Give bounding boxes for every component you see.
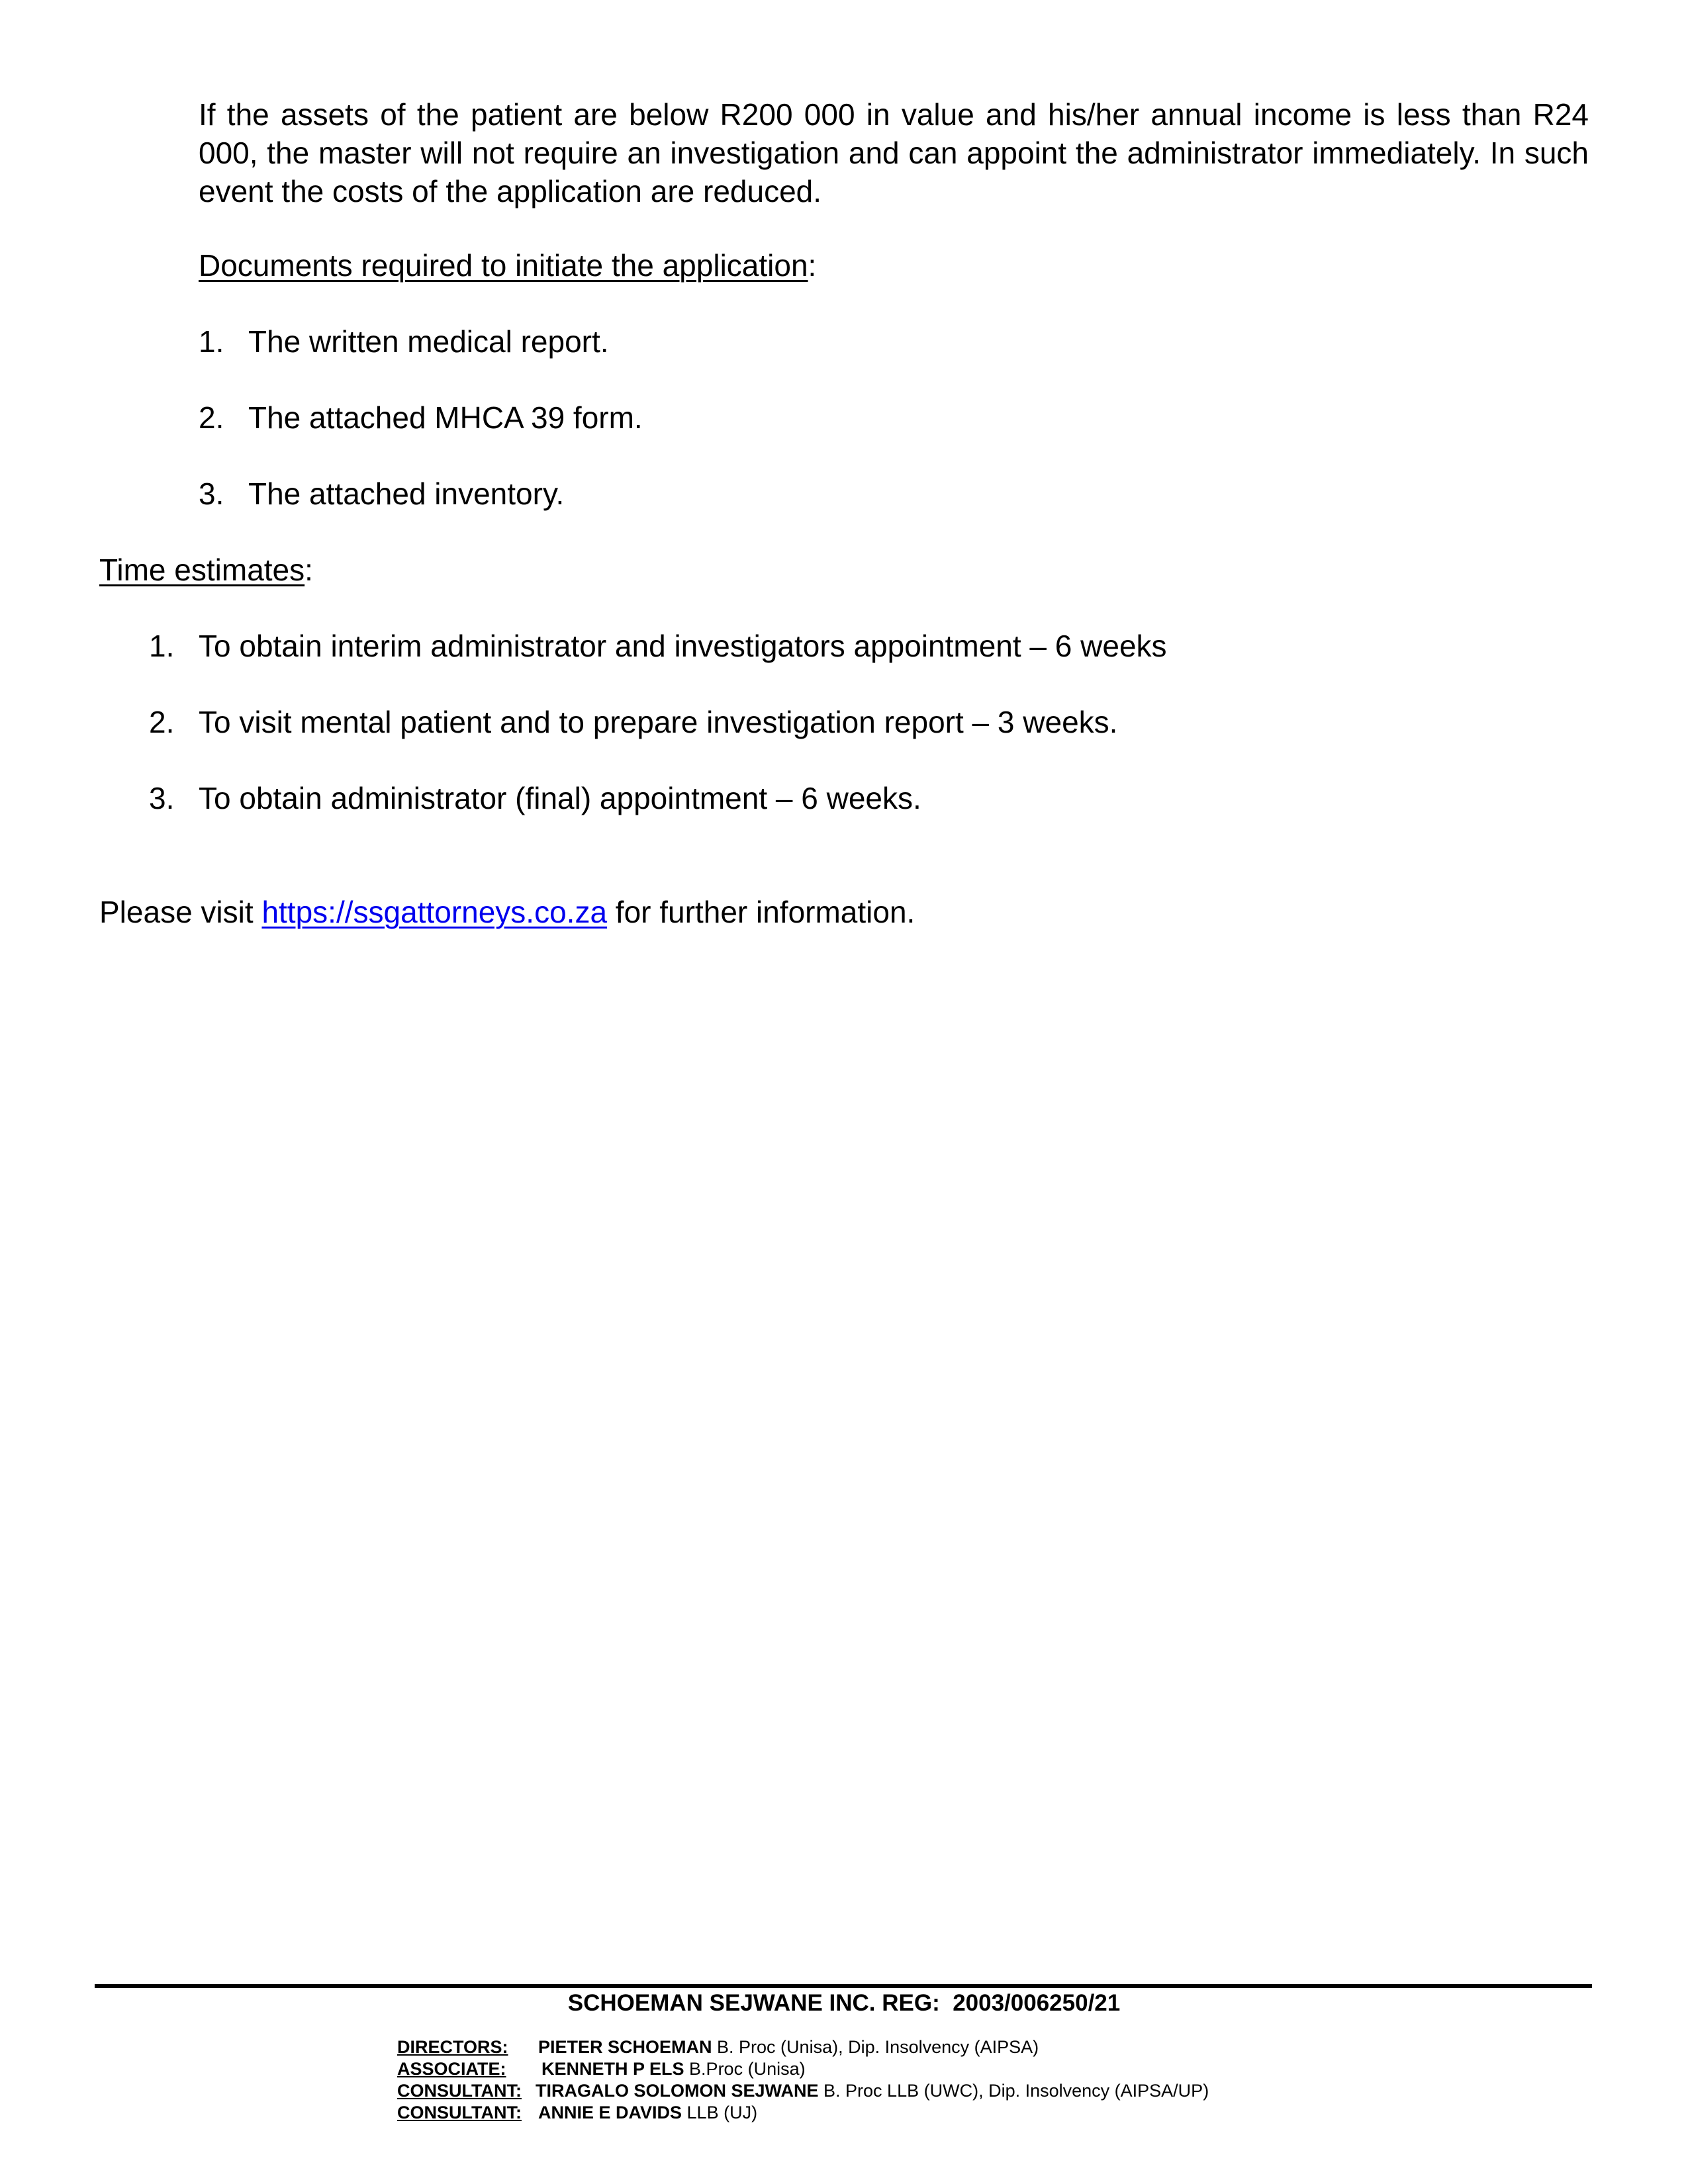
staff-name: TIRAGALO SOLOMON SEJWANE xyxy=(536,2081,819,2101)
footer-line-consultant-1 xyxy=(397,2080,1209,2102)
intro-paragraph: If the assets of the patient are below R200 000 in value and his/her annual income is less than R24 000, the master will not require an investigation and can appoint the administrator immediately. In such event the costs of the application are reduced. xyxy=(199,97,1589,208)
list-number: 3. xyxy=(199,477,224,511)
role-label: ASSOCIATE: xyxy=(397,2059,506,2079)
list-item-text: The attached MHCA 39 form. xyxy=(248,400,643,435)
time-estimate-item-2 xyxy=(149,703,1117,741)
documents-heading-label: Documents required to initiate the application xyxy=(199,248,808,283)
time-estimate-item-3 xyxy=(149,779,921,817)
documents-item-2 xyxy=(199,398,643,437)
documents-heading: Documents required to initiate the application: xyxy=(199,248,817,283)
staff-name: PIETER SCHOEMAN xyxy=(538,2037,712,2057)
staff-name: ANNIE E DAVIDS xyxy=(538,2103,682,2122)
list-item-text: To visit mental patient and to prepare investigation report – 3 weeks. xyxy=(199,705,1118,739)
staff-qualifications: B. Proc LLB (UWC), Dip. Insolvency (AIPSA/UP) xyxy=(818,2081,1209,2101)
footer-line-directors xyxy=(397,2036,1209,2058)
list-item-text: To obtain administrator (final) appointment – 6 weeks. xyxy=(199,781,921,815)
role-label: DIRECTORS: xyxy=(397,2037,508,2057)
footer-line-associate xyxy=(397,2058,1209,2080)
documents-item-1 xyxy=(199,322,609,361)
staff-qualifications: LLB (UJ) xyxy=(682,2103,758,2122)
list-number: 2. xyxy=(199,400,224,435)
list-number: 1. xyxy=(199,324,224,359)
footer-staff-list xyxy=(397,2036,1209,2124)
staff-name: KENNETH P ELS xyxy=(541,2059,684,2079)
time-estimates-heading-label: Time estimates xyxy=(99,553,305,587)
time-estimates-heading: Time estimates: xyxy=(99,553,313,587)
role-label: CONSULTANT: xyxy=(397,2103,522,2122)
website-link[interactable]: https://ssgattorneys.co.za xyxy=(261,895,608,929)
role-label: CONSULTANT: xyxy=(397,2081,522,2101)
documents-item-3 xyxy=(199,475,564,513)
firm-registration: SCHOEMAN SEJWANE INC. REG: 2003/006250/21 xyxy=(567,1990,1121,2016)
time-estimate-item-1 xyxy=(149,627,1167,665)
visit-line-suffix: for further information. xyxy=(607,895,915,929)
visit-line xyxy=(99,893,915,931)
list-number: 2. xyxy=(149,705,175,739)
footer-line-consultant-2 xyxy=(397,2102,1209,2124)
footer-divider xyxy=(95,1984,1592,1988)
visit-line-prefix: Please visit xyxy=(99,895,262,929)
staff-qualifications: B. Proc (Unisa), Dip. Insolvency (AIPSA) xyxy=(712,2037,1039,2057)
staff-qualifications: B.Proc (Unisa) xyxy=(684,2059,806,2079)
list-number: 3. xyxy=(149,781,175,815)
list-item-text: The written medical report. xyxy=(248,324,609,359)
list-item-text: The attached inventory. xyxy=(248,477,565,511)
list-number: 1. xyxy=(149,629,175,663)
list-item-text: To obtain interim administrator and investigators appointment – 6 weeks xyxy=(199,629,1167,663)
